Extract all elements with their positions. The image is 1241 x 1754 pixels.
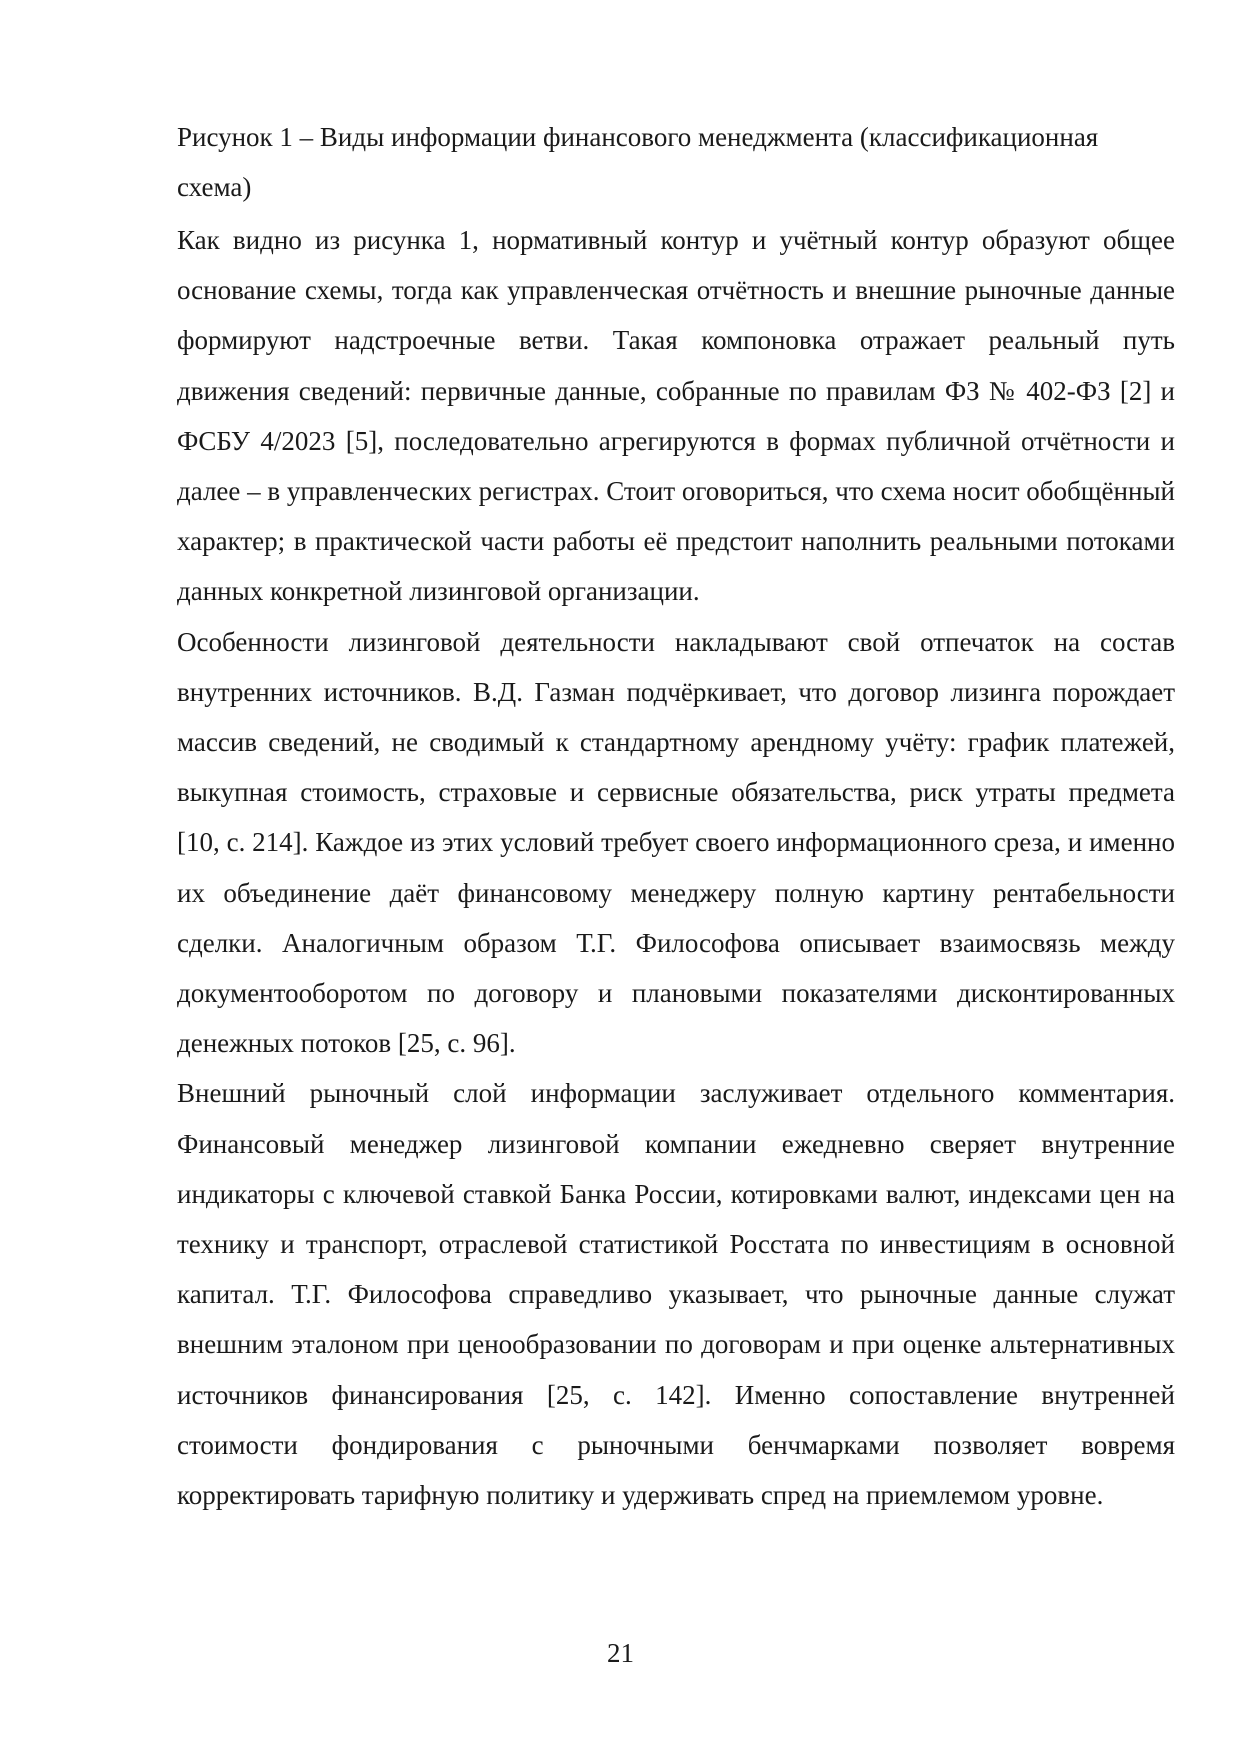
document-page	[177, 112, 1175, 1520]
paragraph-2: Особенности лизинговой деятельности накладывают свой отпечаток на состав внутренних источников. В.Д. Газман подчёркивает, что договор лизинга порождает массив сведений, не сводимый к стандартному арендному учёту: график платежей, выкупная стоимость, страховые и сервисные обязательства, риск утраты предмета [10, с. 214]. Каждое из этих условий требует своего информационного среза, и именно их объединение даёт финансовому менеджеру полную картину рентабельности сделки. Аналогичным образом Т.Г. Философова описывает взаимосвязь между документооборотом по договору и плановыми показателями дисконтированных денежных потоков [25, с. 96].	[177, 626, 1175, 1059]
paragraph-3: Внешний рыночный слой информации заслуживает отдельного комментария. Финансовый менеджер лизинговой компании ежедневно сверяет внутренние индикаторы с ключевой ставкой Банка России, котировками валют, индексами цен на технику и транспорт, отраслевой статистикой Росстата по инвестициям в основной капитал. Т.Г. Философова справедливо указывает, что рыночные данные служат внешним эталоном при ценообразовании по договорам и при оценке альтернативных источников финансирования [25, с. 142]. Именно сопоставление внутренней стоимости фондирования с рыночными бенчмарками позволяет вовремя корректировать тарифную политику и удерживать спред на приемлемом уровне.	[177, 1078, 1175, 1511]
figure-caption: Рисунок 1 – Виды информации финансового менеджмента (классификационная схема)	[177, 122, 1099, 202]
paragraph-1: Как видно из рисунка 1, нормативный контур и учётный контур образуют общее основание схемы, тогда как управленческая отчётность и внешние рыночные данные формируют надстроечные ветви. Такая компоновка отражает реальный путь движения сведений: первичные данные, собранные по правилам ФЗ № 402-ФЗ [2] и ФСБУ 4/2023 [5], последовательно агрегируются в формах публичной отчётности и далее – в управленческих регистрах. Стоит оговориться, что схема носит обобщённый характер; в практической части работы её предстоит наполнить реальными потоками данных конкретной лизинговой организации.	[177, 225, 1175, 607]
page-number: 21	[607, 1638, 634, 1668]
